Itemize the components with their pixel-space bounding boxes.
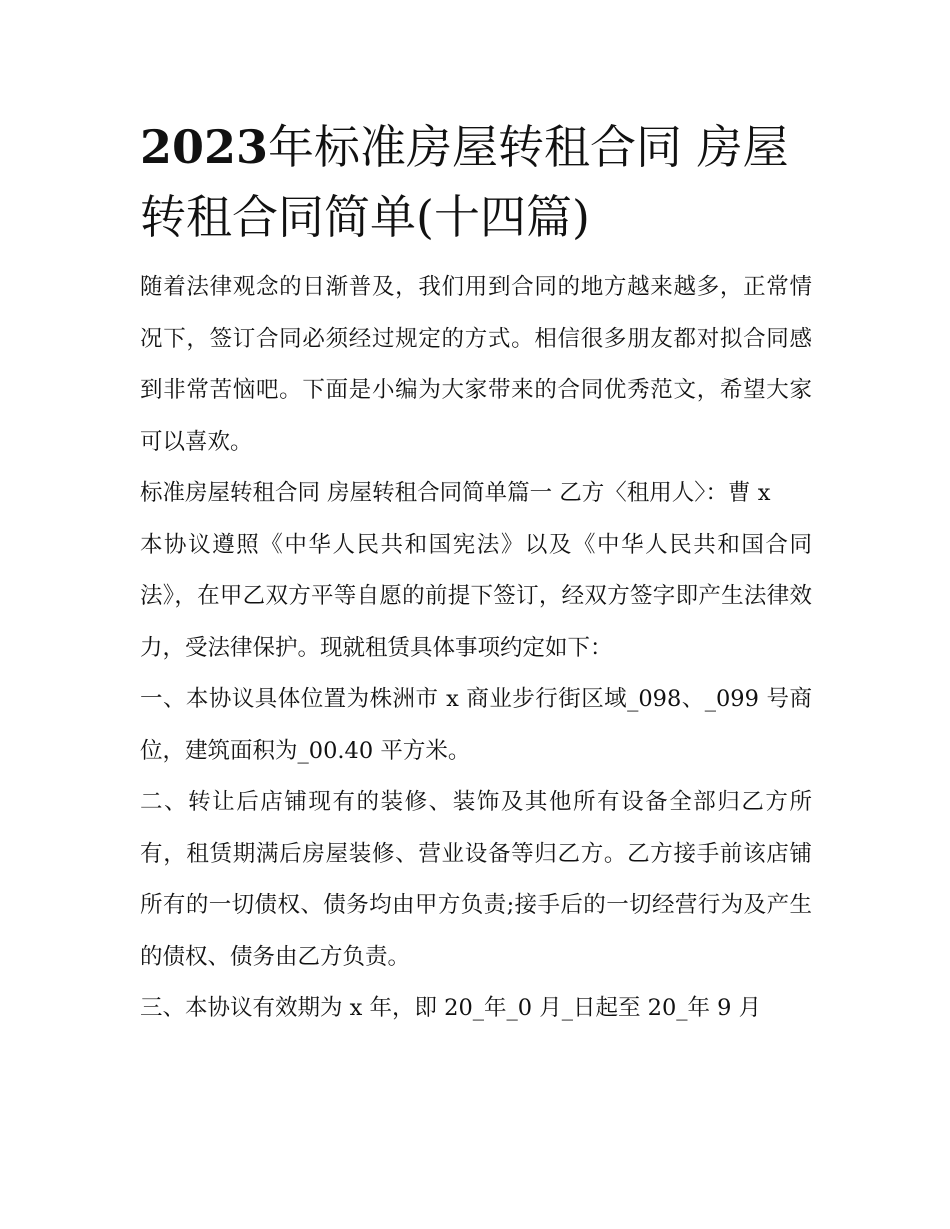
document-page [140,112,812,1035]
section-heading-paragraph: 标准房屋转租合同 房屋转租合同简单篇一 乙方〈租用人〉：曹 x [140,480,771,506]
intro-paragraph: 随着法律观念的日渐普及，我们用到合同的地方越来越多，正常情况下，签订合同必须经过规定的方式。相信很多朋友都对拟合同感到非常苦恼吧。下面是小编为大家带来的合同优秀范文，希望大家可以喜欢。 [140,274,812,455]
clause-1-paragraph: 一、本协议具体位置为株洲市 x 商业步行街区域_098、_099 号商位，建筑面积为_00.40 平方米。 [140,686,812,764]
clause-2-paragraph: 二、转让后店铺现有的装修、装饰及其他所有设备全部归乙方所有，租赁期满后房屋装修、营业设备等归乙方。乙方接手前该店铺所有的一切债权、债务均由甲方负责;接手后的一切经营行为及产生的债权、债务由乙方负责。 [140,789,812,970]
clause-3-paragraph: 三、本协议有效期为 x 年，即 20_年_0 月_日起至 20_年 9 月 [140,995,762,1021]
agreement-preamble-paragraph: 本协议遵照《中华人民共和国宪法》以及《中华人民共和国合同法》，在甲乙双方平等自愿的前提下签订，经双方签字即产生法律效力，受法律保护。现就租赁具体事项约定如下： [140,531,812,661]
title-text: 年标准房屋转租合同 房屋转租合同简单(十四篇) [140,120,789,244]
document-title [140,112,812,252]
title-year: 2023 [140,120,269,174]
